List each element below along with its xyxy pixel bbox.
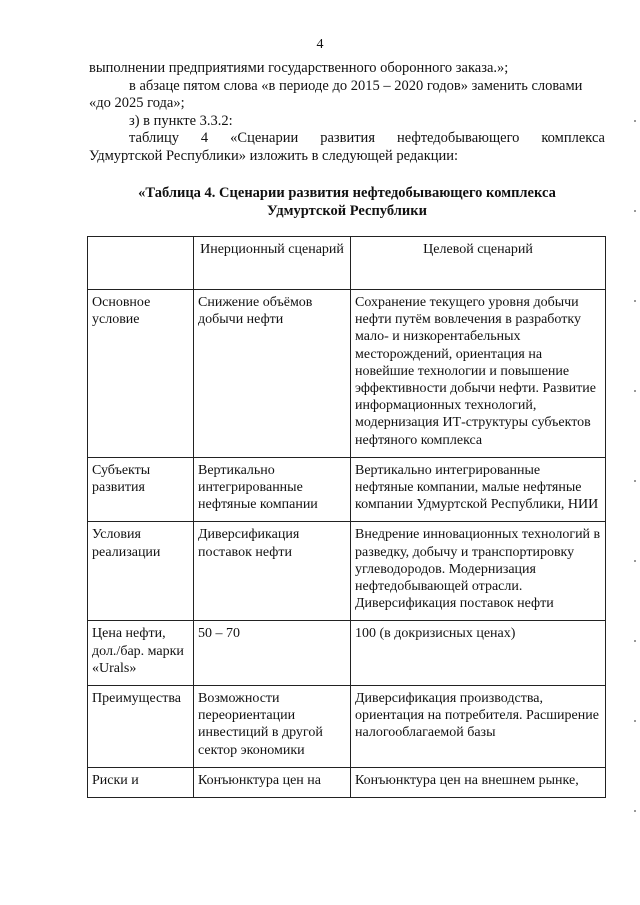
table-row	[88, 621, 606, 686]
row-label: Условия реализации	[88, 522, 194, 621]
table-row	[88, 457, 606, 522]
table-title	[89, 184, 605, 220]
row-target: Внедрение инновационных технологий в разведку, добычу и транспортировку углеводородов. Модернизация нефтедобывающей отрасли. Диверсификация поставок нефти	[351, 522, 606, 621]
scan-margin-dots	[634, 0, 638, 905]
body-text	[89, 60, 605, 166]
row-target: Диверсификация производства, ориентация на потребителя. Расширение налогооблагаемой базы	[351, 686, 606, 768]
row-label: Цена нефти, дол./бар. марки «Urals»	[88, 621, 194, 686]
table-row	[88, 290, 606, 458]
row-inertial: Конъюнктура цен на	[194, 767, 351, 797]
page-number: 4	[316, 37, 324, 52]
row-target: 100 (в докризисных ценах)	[351, 621, 606, 686]
row-target: Сохранение текущего уровня добычи нефти путём вовлечения в разработку мало- и низкорентабельных месторождений, ориентация на новейшие технологии и повышение эффективности добычи нефти. Развитие информационных технологий, модернизация ИТ-структуры субъектов нефтяного комплекса	[351, 290, 606, 458]
header-cell-target: Целевой сценарий	[351, 237, 606, 290]
scenarios-table	[87, 236, 606, 798]
header-cell-inertial: Инерционный сценарий	[194, 237, 351, 290]
table-title-line-2: Удмуртской Республики	[267, 203, 427, 219]
row-target: Вертикально интегрированные нефтяные компании, малые нефтяные компании Удмуртской Республики, НИИ	[351, 457, 606, 522]
row-inertial: Возможности переориентации инвестиций в другой сектор экономики	[194, 686, 351, 768]
table-row	[88, 522, 606, 621]
row-label: Риски и	[88, 767, 194, 797]
row-inertial: Снижение объёмов добычи нефти	[194, 290, 351, 458]
row-label: Субъекты развития	[88, 457, 194, 522]
paragraph-3: з) в пункте 3.3.2:	[129, 112, 233, 129]
paragraph-4: таблицу 4 «Сценарии развития нефтедобывающего комплекса	[129, 130, 605, 147]
row-inertial: Диверсификация поставок нефти	[194, 522, 351, 621]
table-header-row	[88, 237, 606, 290]
row-target: Конъюнктура цен на внешнем рынке,	[351, 767, 606, 797]
row-label: Основное условие	[88, 290, 194, 458]
header-cell-empty	[88, 237, 194, 290]
paragraph-1: выполнении предприятиями государственного оборонного заказа.»;	[89, 60, 509, 76]
row-inertial: 50 – 70	[194, 621, 351, 686]
table-row	[88, 767, 606, 797]
paragraph-2: в абзаце пятом слова «в периоде до 2015 – 2020 годов» заменить словами «до 2025 года»;	[89, 77, 583, 112]
table-title-line-1: «Таблица 4. Сценарии развития нефтедобывающего комплекса	[138, 185, 556, 201]
paragraph-5: Удмуртской Республики» изложить в следующей редакции:	[89, 147, 459, 164]
table-row	[88, 686, 606, 768]
row-inertial: Вертикально интегрированные нефтяные компании	[194, 457, 351, 522]
row-label: Преимущества	[88, 686, 194, 768]
